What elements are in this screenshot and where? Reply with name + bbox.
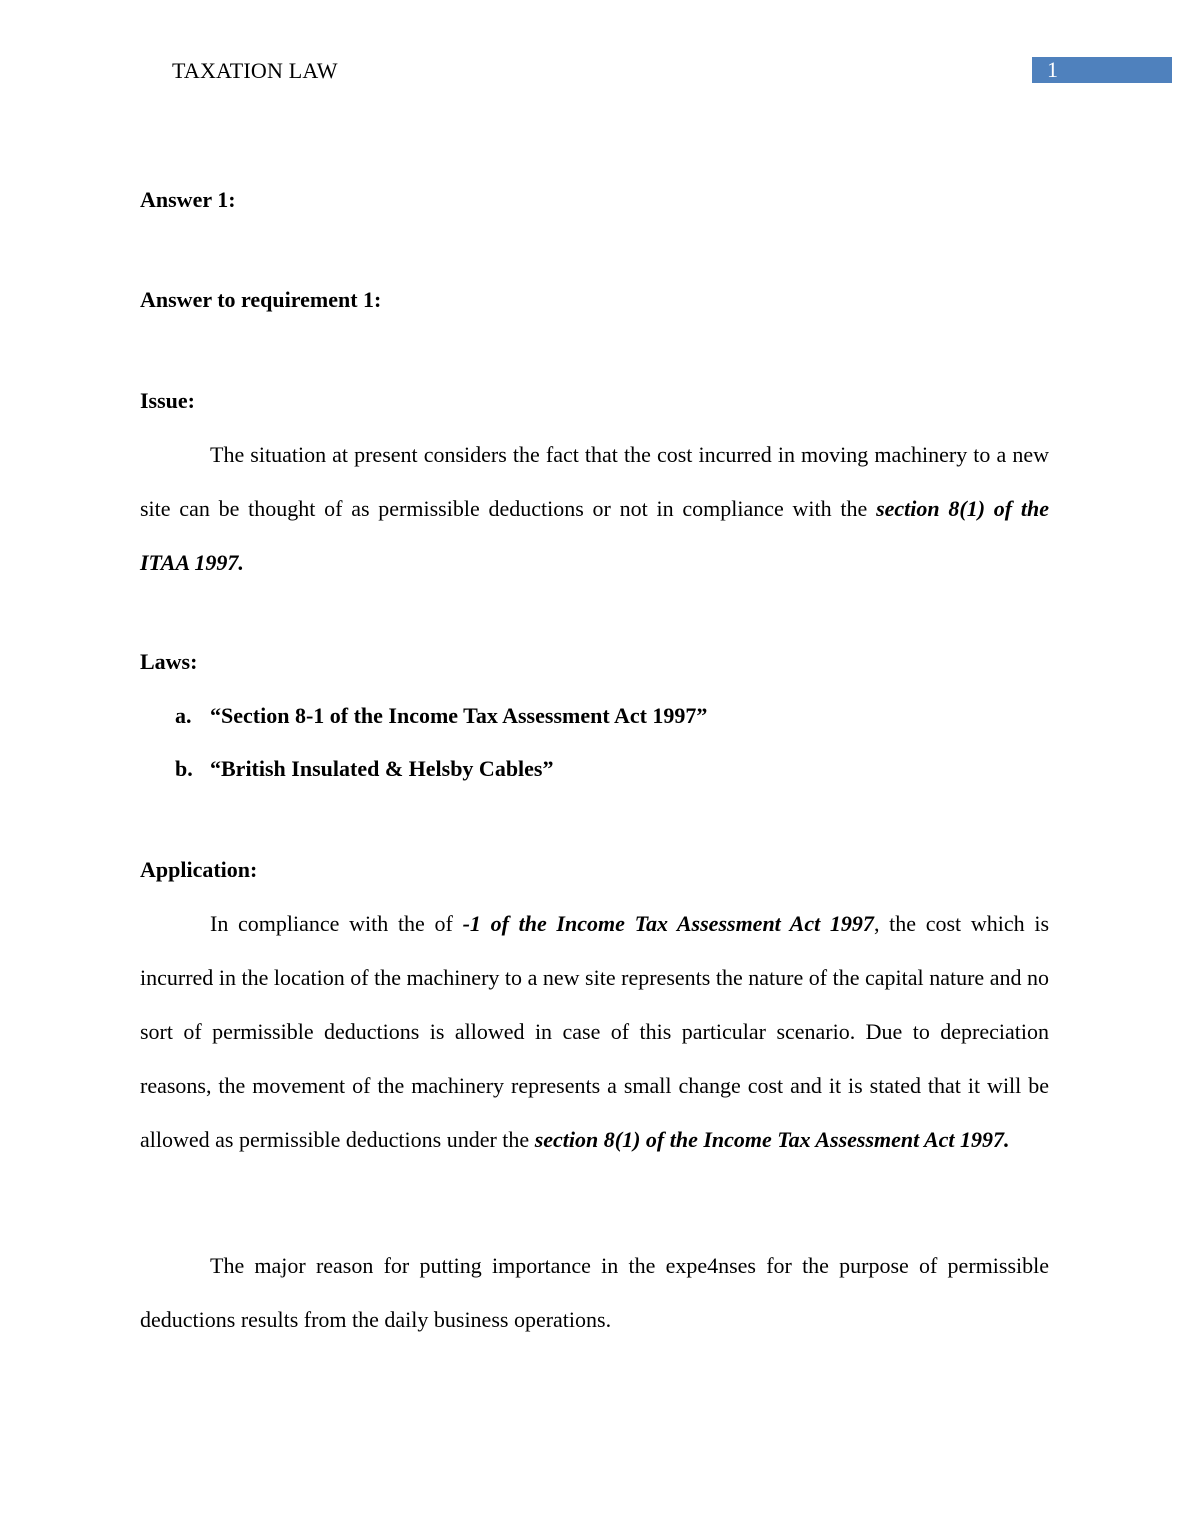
issue-emphasis: section 8(1) of the ITAA 1997.	[140, 496, 1049, 575]
law-item-b	[140, 755, 1049, 808]
issue-heading: Issue:	[140, 388, 196, 413]
law-item-text: “Section 8-1 of the Income Tax Assessment Act 1997”	[210, 703, 708, 728]
application-text-1: In compliance with the of	[210, 911, 463, 936]
application-emphasis-2: section 8(1) of the Income Tax Assessment Act 1997.	[534, 1127, 1010, 1152]
answer-heading: Answer 1:	[140, 187, 236, 212]
page-number-box	[1032, 57, 1172, 83]
issue-text: The situation at present considers the fact that the cost incurred in moving machinery to a new site can be thought of as permissible deductions or not in compliance with the	[140, 442, 1049, 521]
law-item-text: “British Insulated & Helsby Cables”	[210, 756, 554, 781]
law-item-marker: b.	[175, 756, 193, 781]
running-header-title: TAXATION LAW	[172, 58, 338, 83]
application-heading: Application:	[140, 857, 258, 882]
issue-paragraph	[140, 428, 1049, 590]
laws-list	[140, 702, 1049, 808]
application-text-2: , the cost which is incurred in the location of the machinery to a new site represents the nature of the capital nature and no sort of permissible deductions is allowed in case of this particular scenario. Due to depreciation reasons, the movement of the machinery represents a small change cost and it is stated that it will be allowed as permissible deductions under the	[140, 911, 1049, 1152]
application-paragraph-2: The major reason for putting importance in the expe4nses for the purpose of permissible deductions results from the daily business operations.	[140, 1253, 1049, 1332]
law-item-a	[140, 702, 1049, 755]
page-number: 1	[1047, 57, 1058, 82]
law-item-marker: a.	[175, 703, 192, 728]
laws-heading: Laws:	[140, 649, 198, 674]
requirement-heading: Answer to requirement 1:	[140, 287, 382, 312]
application-paragraph-1	[140, 897, 1049, 1167]
application-emphasis-1: -1 of the Income Tax Assessment Act 1997	[462, 911, 874, 936]
